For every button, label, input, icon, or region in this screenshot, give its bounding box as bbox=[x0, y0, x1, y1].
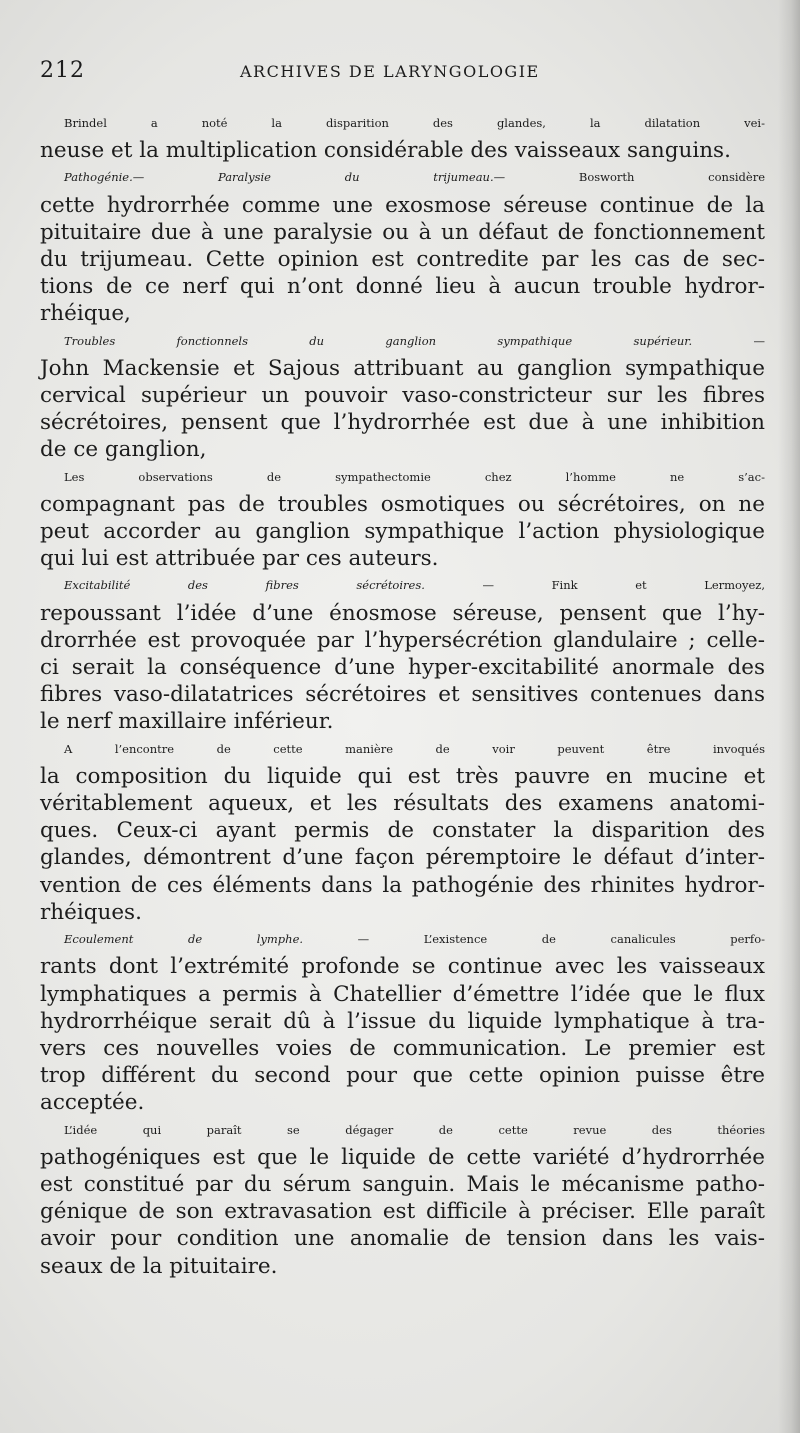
text-line bbox=[40, 926, 765, 953]
text-line: Brindel a noté la disparition des glandes, la dilatation vei- bbox=[64, 116, 765, 130]
paragraph bbox=[40, 164, 765, 327]
text-run: — Fink et Lermoyez, bbox=[424, 578, 765, 593]
text-line: ques. Ceux-ci ayant permis de constater la disparition des bbox=[40, 818, 765, 844]
paragraph bbox=[40, 110, 765, 164]
text-line: L’idée qui paraît se dégager de cette revue des théories bbox=[64, 1122, 765, 1137]
text-line: trop différent du second pour que cette opinion puisse être bbox=[40, 1063, 765, 1089]
text-line: avoir pour condition une anomalie de tension dans les vais- bbox=[40, 1226, 765, 1252]
paragraph bbox=[40, 1117, 765, 1280]
body-text bbox=[40, 110, 765, 1280]
text-line: le nerf maxillaire inférieur. bbox=[40, 709, 334, 735]
text-line: génique de son extravasation est difficile à préciser. Elle paraît bbox=[40, 1199, 765, 1225]
text-line: glandes, démontrent d’une façon péremptoire le défaut d’inter- bbox=[40, 845, 765, 871]
section-heading: Excitabilité des fibres sécrétoires. bbox=[64, 578, 425, 593]
text-line: véritablement aqueux, et les résultats des examens anatomi- bbox=[40, 791, 765, 817]
paragraph bbox=[40, 736, 765, 926]
text-line: tions de ce nerf qui n’ont donné lieu à aucun trouble hydror- bbox=[40, 274, 765, 300]
text-line bbox=[40, 328, 765, 355]
text-line: qui lui est attribuée par ces auteurs. bbox=[40, 546, 439, 572]
text-line: pathogéniques est que le liquide de cette variété d’hydrorrhée bbox=[40, 1144, 765, 1170]
text-line: repoussant l’idée d’une énosmose séreuse, pensent que l’hy- bbox=[40, 600, 765, 626]
text-run: — bbox=[692, 333, 766, 348]
section-heading: Troubles fonctionnels du ganglion sympathique supérieur. bbox=[64, 333, 693, 348]
text-run: — L’existence de canalicules perfo- bbox=[303, 932, 765, 947]
text-run: Bosworth considère bbox=[505, 170, 765, 185]
text-line: de ce ganglion, bbox=[40, 437, 207, 463]
text-line: ci serait la conséquence d’une hyper-excitabilité anormale des bbox=[40, 655, 765, 681]
text-line: vers ces nouvelles voies de communication. Le premier est bbox=[40, 1035, 765, 1061]
page-edge-shadow bbox=[778, 0, 800, 1433]
text-line: cervical supérieur un pouvoir vaso-constricteur sur les fibres bbox=[40, 383, 765, 409]
paragraph bbox=[40, 464, 765, 573]
text-line: est constitué par du sérum sanguin. Mais le mécanisme patho- bbox=[40, 1171, 765, 1197]
text-line: rhéiques. bbox=[40, 899, 142, 925]
section-heading: Pathogénie.— Paralysie du trijumeau.— bbox=[64, 170, 506, 185]
text-line: peut accorder au ganglion sympathique l’action physiologique bbox=[40, 519, 765, 545]
text-line: acceptée. bbox=[40, 1090, 145, 1116]
text-line: rants dont l’extrémité profonde se continue avec les vaisseaux bbox=[40, 954, 765, 980]
text-line: compagnant pas de troubles osmotiques ou sécrétoires, on ne bbox=[40, 491, 765, 517]
page-number: 212 bbox=[40, 58, 85, 83]
text-line: du trijumeau. Cette opinion est contredite par les cas de sec- bbox=[40, 247, 765, 273]
running-title: ARCHIVES DE LARYNGOLOGIE bbox=[240, 62, 540, 81]
text-line: cette hydrorrhée comme une exosmose séreuse continue de la bbox=[40, 192, 765, 218]
text-line: neuse et la multiplication considérable des vaisseaux sanguins. bbox=[40, 138, 731, 164]
text-line: A l’encontre de cette manière de voir peuvent être invoqués bbox=[64, 741, 765, 756]
paragraph bbox=[40, 926, 765, 1116]
text-line: drorrhée est provoquée par l’hypersécrétion glandulaire ; celle- bbox=[40, 627, 765, 653]
text-line: la composition du liquide qui est très pauvre en mucine et bbox=[40, 763, 765, 789]
text-line: hydrorrhéique serait dû à l’issue du liquide lymphatique à tra- bbox=[40, 1008, 765, 1034]
text-line: seaux de la pituitaire. bbox=[40, 1253, 278, 1279]
section-heading: Ecoulement de lymphe. bbox=[64, 932, 304, 947]
text-line bbox=[40, 164, 765, 191]
paragraph bbox=[40, 328, 765, 464]
text-line: Les observations de sympathectomie chez l’homme ne s’ac- bbox=[64, 469, 765, 484]
text-line: pituitaire due à une paralysie ou à un défaut de fonctionnement bbox=[40, 219, 765, 245]
running-head bbox=[40, 58, 760, 88]
text-line: vention de ces éléments dans la pathogénie des rhinites hydror- bbox=[40, 872, 765, 898]
text-line bbox=[40, 572, 765, 599]
text-line: John Mackensie et Sajous attribuant au ganglion sympathique bbox=[40, 355, 765, 381]
text-line: lymphatiques a permis à Chatellier d’émettre l’idée que le flux bbox=[40, 981, 765, 1007]
text-line: rhéique, bbox=[40, 301, 131, 327]
text-line: fibres vaso-dilatatrices sécrétoires et sensitives contenues dans bbox=[40, 682, 765, 708]
text-line: sécrétoires, pensent que l’hydrorrhée est due à une inhibition bbox=[40, 410, 765, 436]
paragraph bbox=[40, 572, 765, 735]
